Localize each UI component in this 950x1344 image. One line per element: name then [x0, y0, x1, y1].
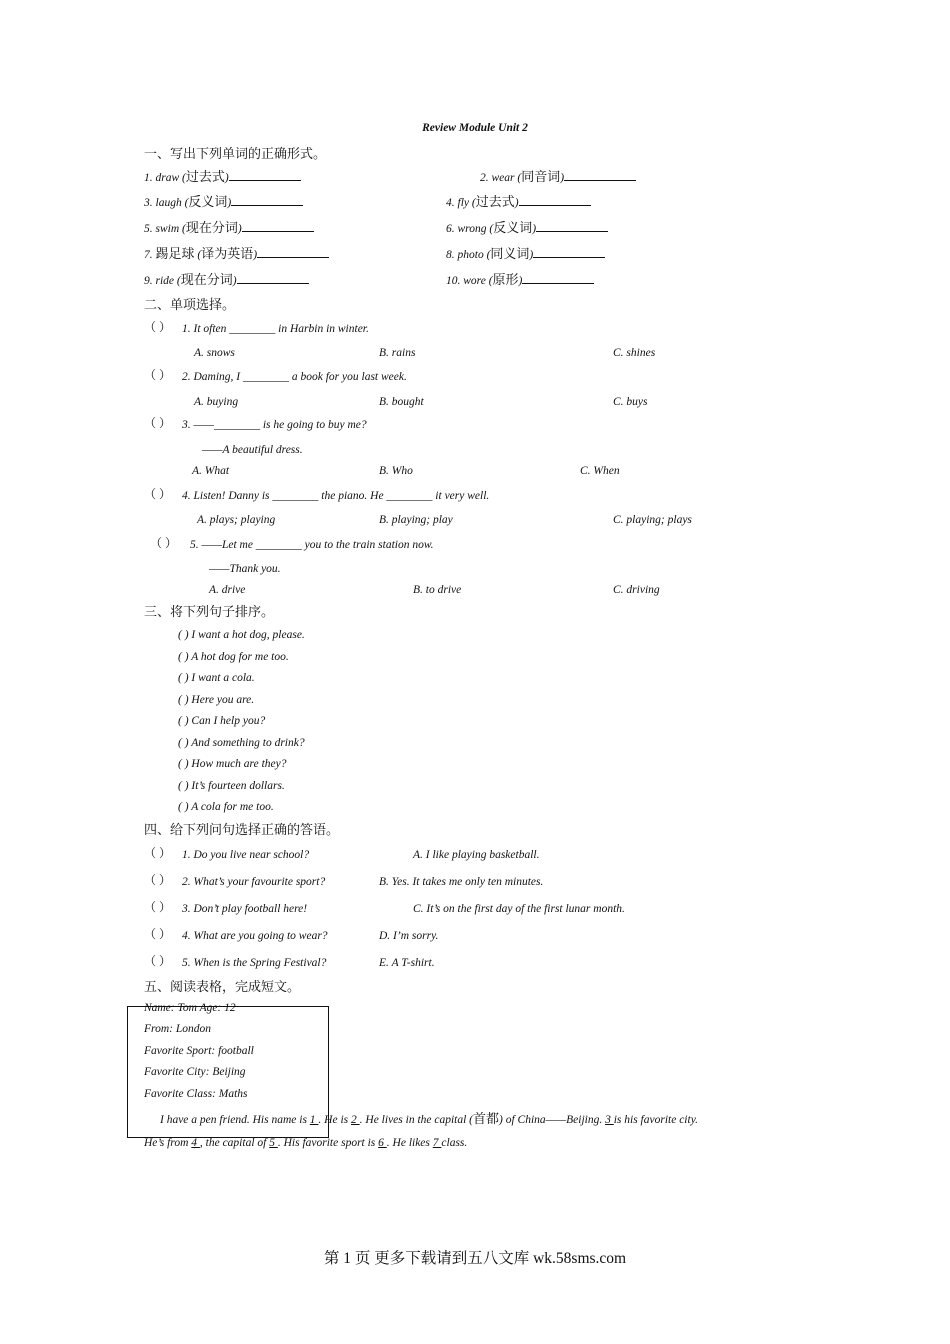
part3-item: ( ) Here you are.: [178, 694, 255, 706]
part3-item: ( ) How much are they?: [178, 758, 287, 770]
part4-option-e: E. A T-shirt.: [379, 957, 435, 969]
answer-blank[interactable]: [231, 195, 303, 206]
part2-q2-option-a: A. buying: [194, 396, 239, 408]
table-row-from: From: London: [144, 1023, 211, 1035]
part2-q2-option-c: C. buys: [613, 396, 648, 408]
part2-q1-option-c: C. shines: [613, 347, 656, 359]
blank-2[interactable]: 2: [351, 1114, 360, 1126]
part4-q4-question: 4. What are you going to wear?: [182, 930, 328, 942]
answer-paren[interactable]: （ ）: [144, 487, 172, 501]
answer-blank[interactable]: [237, 273, 309, 284]
answer-blank[interactable]: [229, 170, 301, 181]
table-row-class: Favorite Class: Maths: [144, 1088, 248, 1100]
part1-q6: 6. wrong (反义词): [446, 221, 608, 236]
blank-1[interactable]: 1: [309, 1114, 319, 1126]
blank-7[interactable]: 7: [432, 1137, 442, 1149]
part2-q5-stem: 5. ——Let me ________ you to the train station now.: [190, 539, 434, 551]
part1-q3: 3. laugh (反义词): [144, 195, 303, 210]
part1-q7: 7. 踢足球 (译为英语): [144, 247, 329, 262]
part4-option-a: A. I like playing basketball.: [413, 849, 540, 861]
part2-q3-option-b: B. Who: [379, 465, 413, 477]
part4-q3-question: 3. Don’t play football here!: [182, 903, 308, 915]
part2-q3-stem: 3. ——________ is he going to buy me?: [182, 419, 367, 431]
part2-q2-stem: 2. Daming, I ________ a book for you last week.: [182, 371, 407, 383]
table-row-name-age: Name: Tom Age: 12: [144, 1002, 236, 1014]
part2-q3-option-c: C. When: [580, 465, 620, 477]
section-5-heading: 五、阅读表格，完成短文。: [144, 979, 301, 994]
section-4-heading: 四、给下列问句选择正确的答语。: [144, 822, 340, 837]
part2-q5-option-a: A. drive: [209, 584, 246, 596]
part2-q2-option-b: B. bought: [379, 396, 424, 408]
part4-option-c: C. It’s on the first day of the first lunar month.: [413, 903, 625, 915]
part2-q5-option-c: C. driving: [613, 584, 660, 596]
part1-q10: 10. wore (原形): [446, 273, 594, 288]
part3-item: ( ) Can I help you?: [178, 715, 266, 727]
page-footer: 第 1 页 更多下载请到五八文库 wk.58sms.com: [323, 1250, 627, 1267]
part3-item: ( ) A hot dog for me too.: [178, 651, 289, 663]
blank-6[interactable]: 6: [378, 1137, 387, 1149]
answer-paren[interactable]: （ ）: [144, 846, 172, 860]
part2-q4-stem: 4. Listen! Danny is ________ the piano. He ________ it very well.: [182, 490, 490, 502]
answer-paren[interactable]: （ ）: [144, 368, 172, 382]
answer-blank[interactable]: [564, 170, 636, 181]
part2-q1-stem: 1. It often ________ in Harbin in winter.: [182, 323, 369, 335]
blank-4[interactable]: 4: [191, 1137, 200, 1149]
answer-paren[interactable]: （ ）: [144, 416, 172, 430]
part1-q2: 2. wear (同音词): [480, 170, 636, 185]
section-2-heading: 二、单项选择。: [144, 297, 236, 312]
part1-q1: 1. draw (过去式): [144, 170, 301, 185]
part2-q3-option-a: A. What: [192, 465, 230, 477]
answer-blank[interactable]: [522, 273, 594, 284]
answer-paren[interactable]: （ ）: [144, 954, 172, 968]
part3-item: ( ) A cola for me too.: [178, 801, 274, 813]
table-row-sport: Favorite Sport: football: [144, 1045, 254, 1057]
part1-q5: 5. swim (现在分词): [144, 221, 314, 236]
blank-3[interactable]: 3: [605, 1114, 614, 1126]
part2-q3-line2: ——A beautiful dress.: [202, 444, 303, 456]
answer-blank[interactable]: [533, 247, 605, 258]
part1-q8: 8. photo (同义词): [446, 247, 605, 262]
answer-paren[interactable]: （ ）: [150, 536, 178, 550]
part4-q2-question: 2. What’s your favourite sport?: [182, 876, 326, 888]
part4-q5-question: 5. When is the Spring Festival?: [182, 957, 327, 969]
part3-item: ( ) It’s fourteen dollars.: [178, 780, 285, 792]
part2-q1-option-b: B. rains: [379, 347, 416, 359]
part2-q5-option-b: B. to drive: [413, 584, 462, 596]
part2-q4-option-a: A. plays; playing: [197, 514, 276, 526]
blank-5[interactable]: 5: [269, 1137, 278, 1149]
page-title: Review Module Unit 2: [422, 122, 528, 134]
section-1-heading: 一、写出下列单词的正确形式。: [144, 146, 327, 161]
passage-line-2: He’s from 4 , the capital of 5 . His favorite sport is 6 . He likes 7 class.: [144, 1137, 468, 1149]
answer-paren[interactable]: （ ）: [144, 873, 172, 887]
answer-paren[interactable]: （ ）: [144, 900, 172, 914]
section-3-heading: 三、将下列句子排序。: [144, 604, 275, 619]
answer-blank[interactable]: [257, 247, 329, 258]
part4-option-b: B. Yes. It takes me only ten minutes.: [379, 876, 544, 888]
part2-q1-option-a: A. snows: [194, 347, 235, 359]
part2-q4-option-b: B. playing; play: [379, 514, 453, 526]
answer-blank[interactable]: [519, 195, 591, 206]
part4-q1-question: 1. Do you live near school?: [182, 849, 310, 861]
passage-line-1: I have a pen friend. His name is 1 . He is 2 . He lives in the capital (首都) of China——Beijing. 3 is his favorite city.: [160, 1111, 699, 1126]
table-row-city: Favorite City: Beijing: [144, 1066, 246, 1078]
answer-paren[interactable]: （ ）: [144, 320, 172, 334]
part1-q9: 9. ride (现在分词): [144, 273, 309, 288]
answer-paren[interactable]: （ ）: [144, 927, 172, 941]
part3-item: ( ) I want a hot dog, please.: [178, 629, 305, 641]
part2-q4-option-c: C. playing; plays: [613, 514, 692, 526]
part1-q4: 4. fly (过去式): [446, 195, 591, 210]
part3-item: ( ) I want a cola.: [178, 672, 255, 684]
part2-q5-line2: ——Thank you.: [209, 563, 281, 575]
answer-blank[interactable]: [242, 221, 314, 232]
part4-option-d: D. I’m sorry.: [379, 930, 439, 942]
answer-blank[interactable]: [536, 221, 608, 232]
part3-item: ( ) And something to drink?: [178, 737, 305, 749]
